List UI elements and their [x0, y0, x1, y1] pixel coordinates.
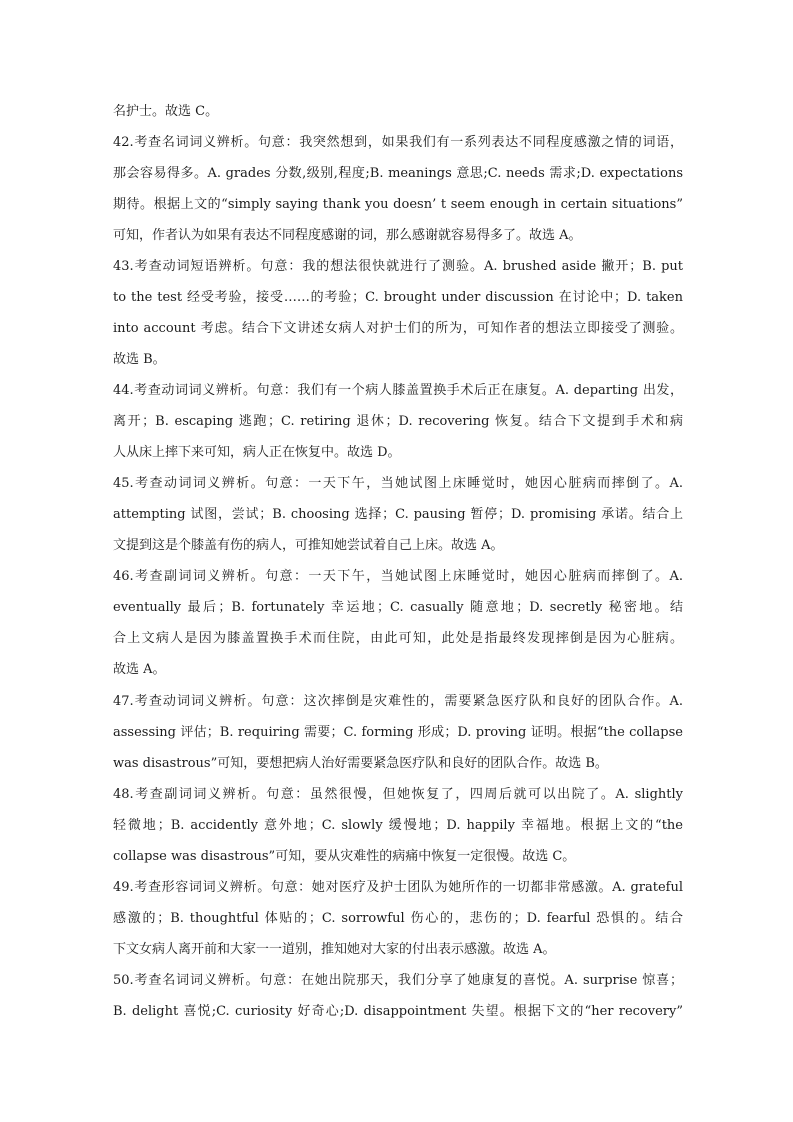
- text-line: 可知，作者认为如果有表达不同程度感谢的词，那么感谢就容易得多了。故选 A。: [113, 228, 582, 243]
- text-line: 名护士。故选 C。: [113, 104, 219, 119]
- text-line: 42.考查名词词义辨析。句意：我突然想到，如果我们有一系列表达不同程度感激之情的词语，: [113, 135, 683, 150]
- text-line: 轻微地；B. accidently 意外地；C. slowly 缓慢地；D. happily 幸福地。根据上文的“the: [113, 818, 683, 833]
- text-line: 文提到这是个膝盖有伤的病人，可推知她尝试着自己上床。故选 A。: [113, 538, 504, 553]
- text-line: 故选 A。: [113, 662, 166, 677]
- text-line: 离开；B. escaping 逃跑；C. retiring 退休；D. recovering 恢复。结合下文提到手术和病: [113, 414, 683, 429]
- text-line: 48.考查副词词义辨析。句意：虽然很慢，但她恢复了，四周后就可以出院了。A. slightly: [113, 787, 683, 802]
- text-line: eventually 最后；B. fortunately 幸运地；C. casually 随意地；D. secretly 秘密地。结: [113, 600, 683, 615]
- text-line: was disastrous”可知，要想把病人治好需要紧急医疗队和良好的团队合作。故选 B。: [113, 756, 608, 771]
- text-line: 人从床上摔下来可知，病人正在恢复中。故选 D。: [113, 445, 401, 460]
- text-line: 期待。根据上文的“simply saying thank you doesn’ t seem enough in certain situations”: [113, 197, 683, 212]
- text-line: B. delight 喜悦;C. curiosity 好奇心;D. disappointment 失望。根据下文的“her recovery”: [113, 1004, 683, 1019]
- text-line: 44.考查动词词义辨析。句意：我们有一个病人膝盖置换手术后正在康复。A. departing 出发，: [113, 383, 683, 398]
- text-line: attempting 试图，尝试；B. choosing 选择；C. pausing 暂停；D. promising 承诺。结合上: [113, 507, 683, 522]
- text-line: 下文女病人离开前和大家一一道别，推知她对大家的付出表示感激。故选 A。: [113, 942, 556, 957]
- text-line: 合上文病人是因为膝盖置换手术而住院，由此可知，此处是指最终发现摔倒是因为心脏病。: [113, 631, 683, 646]
- text-line: to the test 经受考验，接受……的考验；C. brought under discussion 在讨论中；D. taken: [113, 290, 683, 305]
- text-line: collapse was disastrous”可知，要从灾难性的病痛中恢复一定很慢。故选 C。: [113, 849, 576, 864]
- text-line: 43.考查动词短语辨析。句意：我的想法很快就进行了测验。A. brushed aside 撇开；B. put: [113, 259, 683, 274]
- text-line: assessing 评估；B. requiring 需要；C. forming 形成；D. proving 证明。根据“the collapse: [113, 725, 683, 740]
- text-line: 45.考查动词词义辨析。句意：一天下午，当她试图上床睡觉时，她因心脏病而摔倒了。A.: [113, 476, 683, 491]
- text-line: 50.考查名词词义辨析。句意：在她出院那天，我们分享了她康复的喜悦。A. surprise 惊喜；: [113, 973, 683, 988]
- text-line: 49.考查形容词词义辨析。句意：她对医疗及护士团队为她所作的一切都非常感激。A. grateful: [113, 880, 683, 895]
- text-line: 那会容易得多。A. grades 分数,级别,程度;B. meanings 意思;C. needs 需求;D. expectations: [113, 166, 683, 181]
- text-line: into account 考虑。结合下文讲述女病人对护士们的所为，可知作者的想法立即接受了测验。: [113, 321, 683, 336]
- text-line: 46.考查副词词义辨析。句意：一天下午，当她试图上床睡觉时，她因心脏病而摔倒了。A.: [113, 569, 683, 584]
- text-line: 感激的；B. thoughtful 体贴的；C. sorrowful 伤心的，悲伤的；D. fearful 恐惧的。结合: [113, 911, 683, 926]
- text-line: 47.考查动词词义辨析。句意：这次摔倒是灾难性的，需要紧急医疗队和良好的团队合作。A.: [113, 694, 683, 709]
- text-line: 故选 B。: [113, 352, 166, 367]
